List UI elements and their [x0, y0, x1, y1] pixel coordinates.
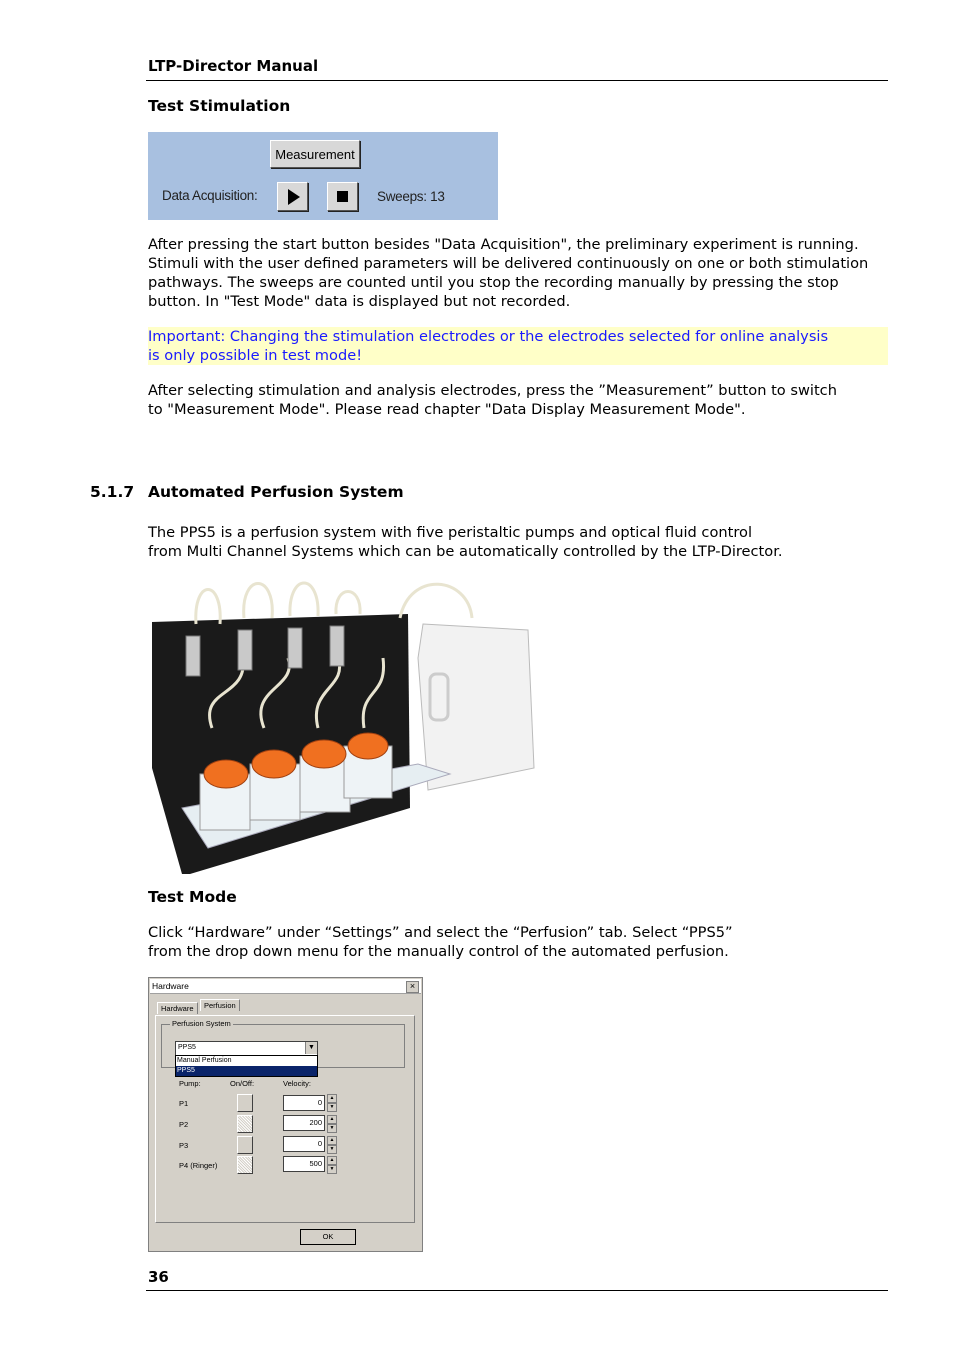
- measurement-paragraph: [148, 381, 890, 419]
- section-intro-line-2: from Multi Channel Systems which can be automatically controlled by the LTP-Director.: [148, 543, 783, 560]
- important-line-1: Important: Changing the stimulation electrodes or the electrodes selected for online analysis: [148, 328, 829, 345]
- footer-rule: [146, 1290, 888, 1291]
- velocity-input[interactable]: 0: [283, 1136, 325, 1152]
- velocity-input[interactable]: 500: [283, 1156, 325, 1172]
- section-intro: [148, 523, 890, 561]
- tab-hardware[interactable]: Hardware: [157, 1002, 198, 1014]
- pump-name: P2: [179, 1120, 189, 1129]
- velocity-input[interactable]: 0: [283, 1095, 325, 1111]
- section-number: 5.1.7: [90, 483, 135, 501]
- close-icon[interactable]: ×: [406, 981, 419, 993]
- pump-toggle[interactable]: [237, 1115, 253, 1133]
- test-mode-line-2: from the drop down menu for the manually control of the automated perfusion.: [148, 943, 729, 960]
- important-note: [148, 327, 888, 365]
- pump-toggle[interactable]: [237, 1094, 253, 1112]
- page-number: 36: [148, 1268, 169, 1286]
- perfusion-system-select[interactable]: [175, 1041, 318, 1056]
- test-mode-paragraph: [148, 923, 890, 961]
- option-manual-perfusion[interactable]: Manual Perfusion: [177, 1057, 232, 1064]
- velocity-spinner[interactable]: ▲ ▼: [327, 1156, 337, 1172]
- test-stimulation-paragraph: After pressing the start button besides "Data Acquisition", the preliminary experiment is running. Stimuli with the user defined parameters will be delivered continuously on one or both stimulation pathways. The sweeps are counted until you stop the recording manually by pressing the stop button. In "Test Mode" data is displayed but not recorded.: [148, 236, 869, 310]
- data-acquisition-panel: [148, 132, 498, 220]
- hardware-dialog: [148, 977, 423, 1252]
- onoff-column-label: On/Off:: [230, 1079, 255, 1088]
- stop-icon: [337, 191, 348, 202]
- velocity-column-label: Velocity:: [283, 1079, 311, 1088]
- pump-column-label: Pump:: [179, 1079, 201, 1088]
- section-title: Automated Perfusion System: [148, 483, 404, 501]
- important-line-2: is only possible in test mode!: [148, 347, 363, 364]
- test-mode-heading: Test Mode: [148, 888, 237, 906]
- selected-system: PPS5: [178, 1044, 196, 1051]
- velocity-spinner[interactable]: ▲ ▼: [327, 1136, 337, 1152]
- velocity-input[interactable]: 200: [283, 1115, 325, 1131]
- sweeps-counter: Sweeps: 13: [377, 189, 445, 204]
- data-acquisition-label: Data Acquisition:: [162, 188, 258, 203]
- dialog-title-bar: [150, 979, 421, 994]
- stop-button[interactable]: [327, 182, 358, 211]
- measurement-paragraph-line-2: to "Measurement Mode". Please read chapter "Data Display Measurement Mode".: [148, 401, 746, 418]
- ok-button[interactable]: OK: [300, 1229, 356, 1245]
- tab-perfusion[interactable]: Perfusion: [200, 999, 240, 1011]
- measurement-button[interactable]: Measurement: [270, 140, 360, 168]
- play-icon: [288, 189, 300, 205]
- pump-toggle[interactable]: [237, 1136, 253, 1154]
- measurement-paragraph-line-1: After selecting stimulation and analysis electrodes, press the ”Measurement” button to switch: [148, 382, 837, 399]
- perfusion-system-dropdown: [175, 1055, 318, 1077]
- chevron-down-icon[interactable]: ▼: [305, 1042, 317, 1054]
- section-intro-line-1: The PPS5 is a perfusion system with five peristaltic pumps and optical fluid control: [148, 524, 753, 541]
- perfusion-system-photo: [148, 578, 538, 874]
- dialog-title: Hardware: [152, 981, 189, 991]
- pump-toggle[interactable]: [237, 1156, 253, 1174]
- test-stimulation-heading: Test Stimulation: [148, 97, 291, 115]
- test-mode-line-1: Click “Hardware” under “Settings” and select the “Perfusion” tab. Select “PPS5”: [148, 924, 733, 941]
- perfusion-system-label: Perfusion System: [172, 1019, 231, 1028]
- running-header: LTP-Director Manual: [148, 57, 319, 75]
- start-button[interactable]: [277, 182, 308, 211]
- header-rule: [146, 80, 888, 81]
- velocity-spinner[interactable]: ▲ ▼: [327, 1115, 337, 1131]
- velocity-spinner[interactable]: ▲ ▼: [327, 1094, 337, 1110]
- option-pps5[interactable]: PPS5: [176, 1066, 317, 1076]
- pump-name: P4 (Ringer): [179, 1161, 218, 1170]
- pump-name: P3: [179, 1141, 189, 1150]
- pump-name: P1: [179, 1099, 189, 1108]
